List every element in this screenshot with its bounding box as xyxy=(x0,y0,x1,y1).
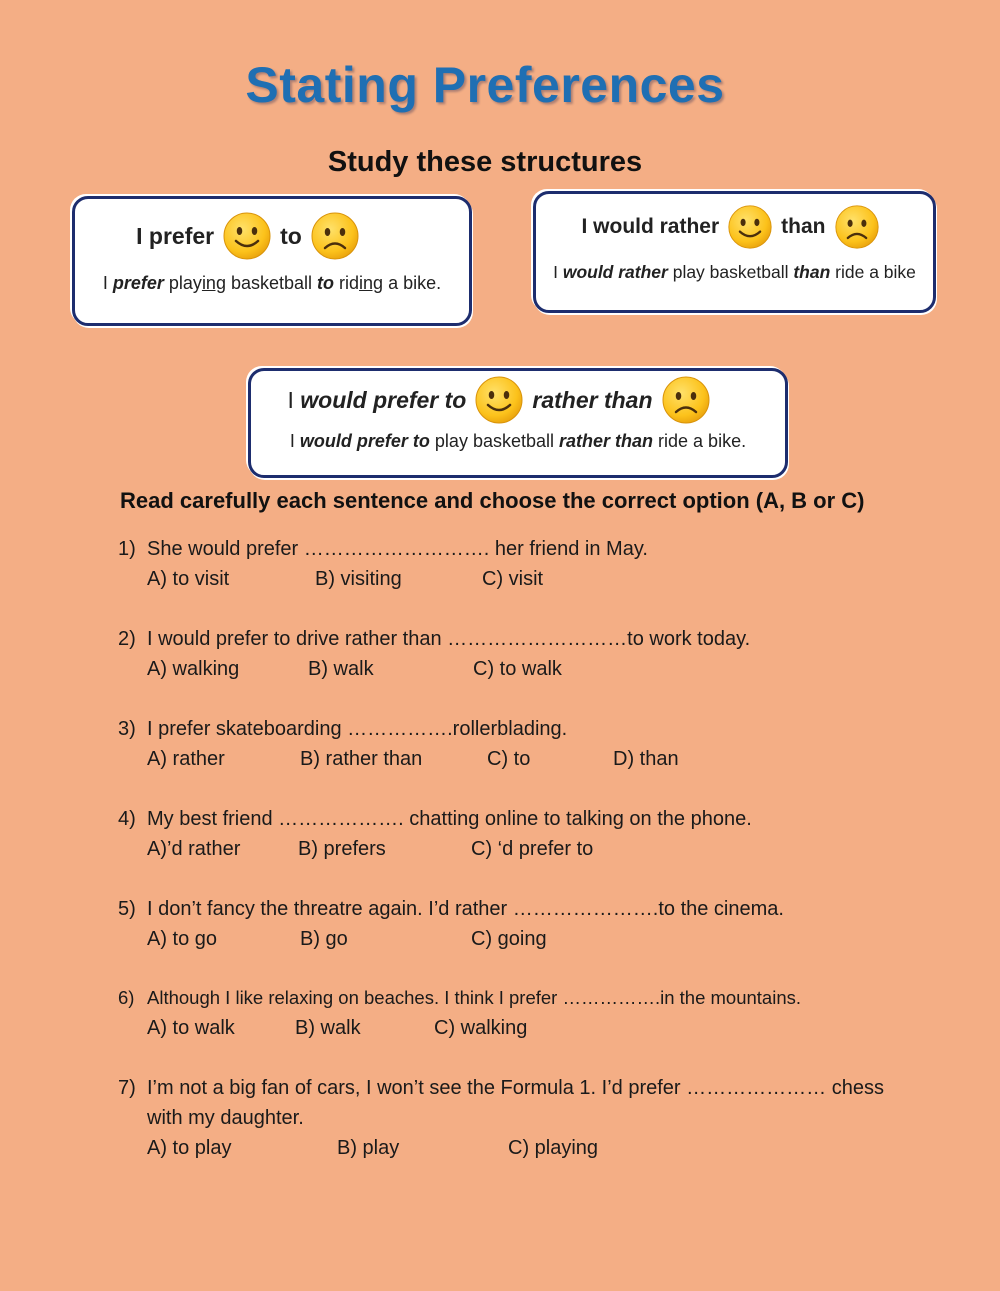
example-text: play xyxy=(163,273,202,293)
option-c[interactable]: C) visit xyxy=(482,568,544,590)
option-c[interactable]: C) playing xyxy=(508,1137,599,1159)
example-text: play basketball xyxy=(429,431,559,451)
example-underlined: ing xyxy=(359,273,384,293)
option-b[interactable]: B) go xyxy=(300,928,348,950)
example-text: I xyxy=(553,262,563,282)
question-1 xyxy=(118,534,648,594)
question-number: 5) xyxy=(118,898,136,920)
option-a[interactable]: A) to go xyxy=(147,928,218,950)
option-a[interactable]: A) to visit xyxy=(147,568,230,590)
example-text: a bike. xyxy=(383,273,442,293)
option-c[interactable]: C) to xyxy=(487,748,531,770)
pattern-part-b: to xyxy=(280,222,302,249)
question-4 xyxy=(118,804,752,864)
pattern-part-b: rather than xyxy=(532,386,653,413)
option-a[interactable]: A) walking xyxy=(147,658,240,680)
question-2 xyxy=(118,624,750,684)
options xyxy=(118,654,750,684)
example-keyword: would rather xyxy=(562,262,668,282)
pattern-part-a-plain: I xyxy=(287,386,301,413)
structure-pattern xyxy=(536,204,933,250)
example-text: play basketball xyxy=(667,262,794,282)
structure-card-prefer-to xyxy=(72,196,472,326)
example-keyword: to xyxy=(317,273,335,293)
option-c[interactable]: C) walking xyxy=(434,1017,528,1039)
example-text: I xyxy=(102,273,113,293)
question-text: I don’t fancy the threatre again. I’d rather ………………….to the cinema. xyxy=(147,898,784,920)
question-text: I’m not a big fan of cars, I won’t see the Formula 1. I’d prefer ………………… chess xyxy=(147,1077,884,1099)
option-a[interactable]: A)’d rather xyxy=(147,838,241,860)
frowning-face-icon xyxy=(310,211,360,261)
options xyxy=(118,1133,884,1163)
option-c[interactable]: C) ‘d prefer to xyxy=(471,838,594,860)
question-text: She would prefer ………………………. her friend in May. xyxy=(147,538,648,560)
smiling-face-icon xyxy=(474,375,524,425)
option-c[interactable]: C) going xyxy=(471,928,547,950)
option-a[interactable]: A) rather xyxy=(147,748,225,770)
pattern-part-a: I would rather xyxy=(581,215,720,238)
option-b[interactable]: B) visiting xyxy=(315,568,402,590)
options xyxy=(118,744,679,774)
question-number: 6) xyxy=(118,987,135,1008)
structure-example xyxy=(75,273,469,294)
question-7 xyxy=(118,1073,884,1163)
page-subtitle: Study these structures xyxy=(327,146,643,178)
option-c[interactable]: C) to walk xyxy=(473,658,562,680)
option-b[interactable]: B) prefers xyxy=(298,838,386,860)
question-number: 2) xyxy=(118,628,136,650)
options xyxy=(118,834,752,864)
question-text: Although I like relaxing on beaches. I think I prefer …………….in the mountains. xyxy=(147,987,801,1008)
example-keyword: would prefer to xyxy=(299,431,430,451)
question-6 xyxy=(118,983,801,1043)
question-number: 4) xyxy=(118,808,136,830)
example-keyword: prefer xyxy=(112,273,164,293)
option-b[interactable]: B) walk xyxy=(295,1017,361,1039)
example-text: basketball xyxy=(225,273,318,293)
question-number: 3) xyxy=(118,718,136,740)
structure-example xyxy=(536,262,933,283)
question-number: 7) xyxy=(118,1077,136,1099)
question-3 xyxy=(118,714,679,774)
frowning-face-icon xyxy=(834,204,880,250)
option-b[interactable]: B) rather than xyxy=(300,748,423,770)
structure-pattern xyxy=(221,375,785,425)
example-text: ride a bike. xyxy=(653,431,747,451)
option-b[interactable]: B) walk xyxy=(308,658,374,680)
options xyxy=(118,924,784,954)
example-text: rid xyxy=(334,273,360,293)
option-a[interactable]: A) to play xyxy=(147,1137,232,1159)
option-b[interactable]: B) play xyxy=(337,1137,400,1159)
structure-card-would-rather xyxy=(533,191,936,313)
option-d[interactable]: D) than xyxy=(613,748,679,770)
page-title: Stating Preferences xyxy=(245,57,725,113)
pattern-part-b: than xyxy=(781,215,826,238)
pattern-part-a: would prefer to xyxy=(300,386,467,413)
option-a[interactable]: A) to walk xyxy=(147,1017,235,1039)
structure-example xyxy=(251,431,785,452)
question-text: I prefer skateboarding …………….rollerblading. xyxy=(147,718,568,740)
structure-card-would-prefer-to xyxy=(248,368,788,478)
options xyxy=(118,564,648,594)
pattern-part-a: I prefer xyxy=(136,222,215,249)
example-keyword: than xyxy=(793,262,831,282)
frowning-face-icon xyxy=(661,375,711,425)
structure-pattern xyxy=(35,211,469,261)
question-5 xyxy=(118,894,784,954)
example-keyword: rather than xyxy=(559,431,654,451)
smiling-face-icon xyxy=(727,204,773,250)
instructions: Read carefully each sentence and choose the correct option (A, B or C) xyxy=(120,488,865,513)
question-number: 1) xyxy=(118,538,136,560)
question-text-continued: with my daughter. xyxy=(147,1107,304,1129)
smiling-face-icon xyxy=(222,211,272,261)
options xyxy=(118,1013,801,1043)
example-underlined: ing xyxy=(201,273,226,293)
example-text: I xyxy=(289,431,300,451)
question-text: My best friend ………………. chatting online to talking on the phone. xyxy=(147,808,752,830)
example-text: ride a bike xyxy=(830,262,916,282)
question-text: I would prefer to drive rather than ………………………to work today. xyxy=(147,628,751,650)
